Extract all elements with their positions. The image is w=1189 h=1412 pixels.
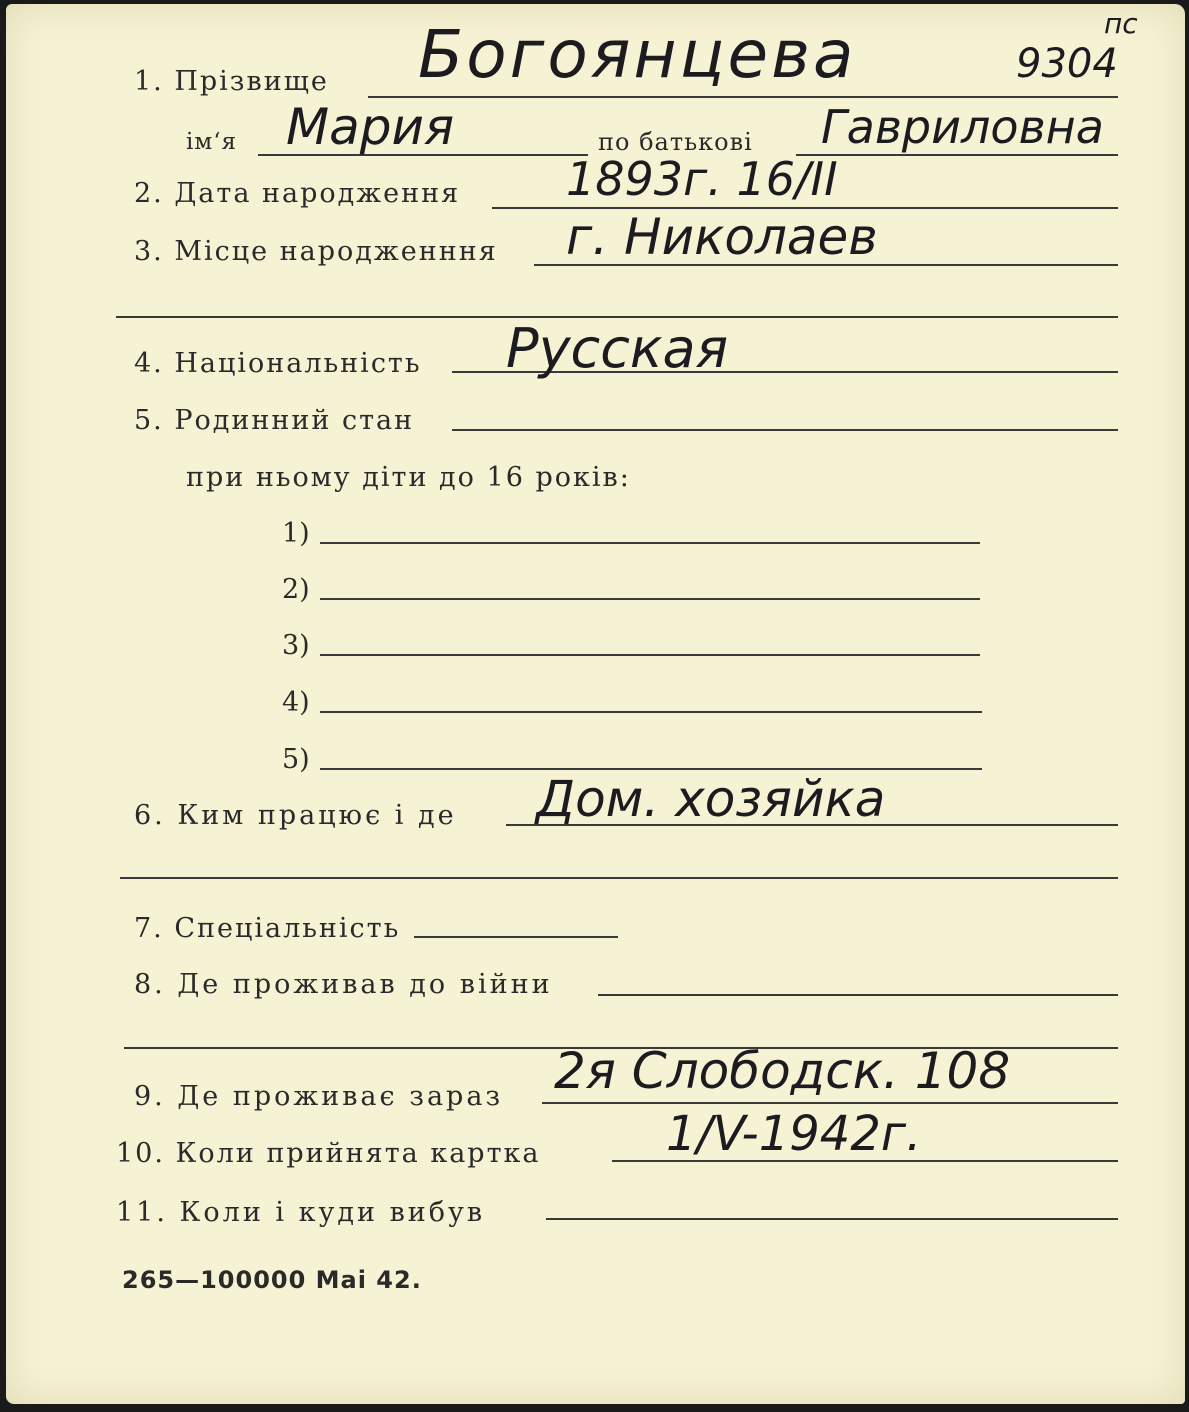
patronymic-label: по батькові [598, 128, 753, 156]
occupation-value: Дом. хозяйка [536, 770, 886, 828]
child-4-label: 4) [282, 687, 310, 718]
specialty-line [414, 936, 618, 938]
marital-status-line [452, 429, 1118, 431]
nationality-value: Русская [506, 317, 729, 380]
child-3-label: 3) [282, 630, 310, 661]
departure-label: 11. Коли і куди вибув [116, 1197, 486, 1228]
birth-date-label: 2. Дата народження [134, 178, 461, 209]
birth-place-label: 3. Місце народженння [134, 236, 498, 267]
first-name-value: Мария [286, 98, 455, 156]
current-address-value: 2я Слободск. 108 [554, 1042, 1011, 1100]
prewar-residence-label: 8. Де проживав до війни [134, 969, 553, 1000]
child-2-line [320, 598, 980, 600]
registration-card [6, 4, 1185, 1404]
child-1-line [320, 542, 980, 544]
children-label: при ньому діти до 16 років: [186, 462, 631, 493]
print-code: 265—100000 Mai 42. [122, 1266, 422, 1294]
card-number: 9304 [1016, 41, 1118, 87]
occupation-label: 6. Ким працює і де [134, 800, 457, 831]
surname-value: Богоянцева [418, 16, 857, 93]
surname-label: 1. Прізвище [134, 66, 329, 97]
occupation-line-2 [120, 877, 1118, 879]
child-1-label: 1) [282, 518, 310, 549]
departure-line [546, 1218, 1118, 1220]
birth-place-value: г. Николаев [566, 208, 878, 266]
patronymic-value: Гавриловна [821, 100, 1104, 154]
child-3-line [320, 654, 980, 656]
nationality-label: 4. Національність [134, 348, 422, 379]
corner-mark: пс [1104, 7, 1138, 40]
first-name-label: ім‘я [186, 129, 238, 155]
child-4-line [320, 711, 982, 713]
surname-line [368, 96, 1118, 98]
specialty-label: 7. Спеціальність [134, 913, 401, 944]
current-address-line [542, 1102, 1118, 1104]
card-date-value: 1/V-1942г. [666, 1106, 922, 1162]
marital-status-label: 5. Родинний стан [134, 405, 415, 436]
card-date-label: 10. Коли прийнята картка [116, 1138, 541, 1169]
current-address-label: 9. Де проживає зараз [134, 1081, 504, 1112]
child-2-label: 2) [282, 574, 310, 605]
birth-date-value: 1893г. 16/II [566, 152, 838, 206]
child-5-label: 5) [282, 744, 310, 775]
prewar-residence-line [598, 994, 1118, 996]
patronymic-line [796, 154, 1118, 156]
